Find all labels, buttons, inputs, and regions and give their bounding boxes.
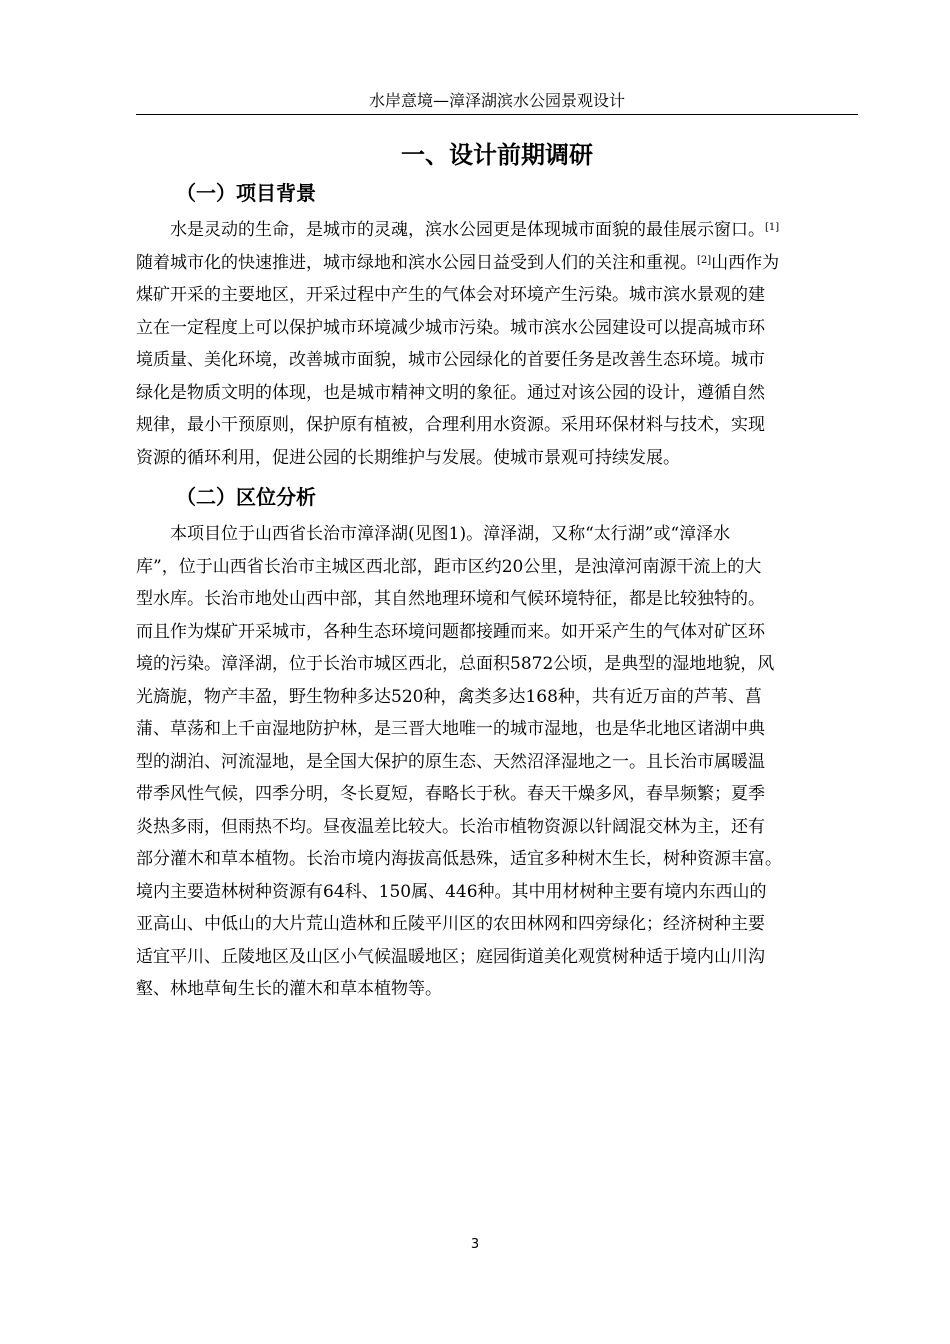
paragraph-line: 适宜平川、丘陵地区及山区小气候温暖地区；庭园街道美化观赏树种适于境内山川沟	[136, 946, 765, 967]
paragraph-line: 境的污染。漳泽湖，位于长治市城区西北，总面积5872公顷，是典型的湿地地貌，风	[136, 654, 775, 674]
citation-ref: [2]	[697, 254, 712, 266]
paragraph-line: 炎热多雨，但雨热不均。昼夜温差比较大。长治市植物资源以针阔混交林为主，还有	[136, 816, 765, 837]
section-title-background: （一）项目背景	[176, 181, 316, 205]
paragraph-line: 水是灵动的生命，是城市的灵魂，滨水公园更是体现城市面貌的最佳展示窗口。[1]	[136, 220, 780, 240]
paragraph-line: 库”，位于山西省长治市主城区西北部，距市区约20公里，是浊漳河南源干流上的大	[136, 556, 762, 577]
section-title-location: （二）区位分析	[176, 485, 316, 509]
paragraph-line: 立在一定程度上可以保护城市环境减少城市污染。城市滨水公园建设可以提高城市环	[136, 317, 765, 338]
paragraph-line: 亚高山、中低山的大片荒山造林和丘陵平川区的农田林网和四旁绿化；经济树种主要	[136, 914, 765, 934]
running-header: 水岸意境—漳泽湖滨水公园景观设计	[368, 91, 625, 110]
paragraph-location	[136, 518, 858, 1006]
paragraph-line: 规律，最小干预原则，保护原有植被，合理利用水资源。采用环保材料与技术，实现	[136, 415, 765, 435]
paragraph-line: 境质量、美化环境，改善城市面貌，城市公园绿化的首要任务是改善生态环境。城市	[136, 350, 765, 370]
paragraph-line: 型的湖泊、河流湿地，是全国大保护的原生态、天然沼泽湿地之一。且长治市属暖温	[136, 751, 765, 772]
paragraph-line: 而且作为煤矿开采城市，各种生态环境问题都接踵而来。如开采产生的气体对矿区环	[136, 621, 765, 642]
header-rule	[136, 114, 858, 115]
paragraph-line: 部分灌木和草本植物。长治市境内海拔高低悬殊，适宜多种树木生长，树种资源丰富。	[136, 849, 782, 869]
paragraph-line: 带季风性气候，四季分明，冬长夏短，春略长于秋。春天干燥多风，春旱频繁；夏季	[136, 784, 765, 804]
paragraph-line: 壑、林地草甸生长的灌木和草本植物等。	[136, 979, 442, 999]
paragraph-line: 随着城市化的快速推进，城市绿地和滨水公园日益受到人们的关注和重视。[2]山西作为	[136, 252, 780, 273]
chapter-title: 一、设计前期调研	[401, 141, 593, 169]
paragraph-line: 蒲、草荡和上千亩湿地防护林，是三晋大地唯一的城市湿地，也是华北地区诸湖中典	[136, 719, 765, 739]
paragraph-line: 境内主要造林树种资源有64科、150属、446种。其中用材树种主要有境内东西山的	[136, 881, 767, 902]
paragraph-line: 资源的循环利用，促进公园的长期维护与发展。使城市景观可持续发展。	[136, 447, 680, 468]
citation-ref: [1]	[765, 222, 780, 233]
paragraph-line: 型水库。长治市地处山西中部，其自然地理环境和气候环境特征，都是比较独特的。	[136, 589, 765, 609]
paragraph-line: 绿化是物质文明的体现，也是城市精神文明的象征。通过对该公园的设计，遵循自然	[136, 382, 765, 403]
paragraph-line: 本项目位于山西省长治市漳泽湖(见图1)。漳泽湖，又称“太行湖”或“漳泽水	[136, 524, 731, 544]
paragraph-background	[136, 214, 858, 474]
page-number: 3	[470, 1237, 480, 1252]
paragraph-line: 光旖旎，物产丰盈，野生物种多达520种，禽类多达168种，共有近万亩的芦苇、菖	[136, 686, 762, 707]
paragraph-line: 煤矿开采的主要地区，开采过程中产生的气体会对环境产生污染。城市滨水景观的建	[136, 285, 765, 305]
